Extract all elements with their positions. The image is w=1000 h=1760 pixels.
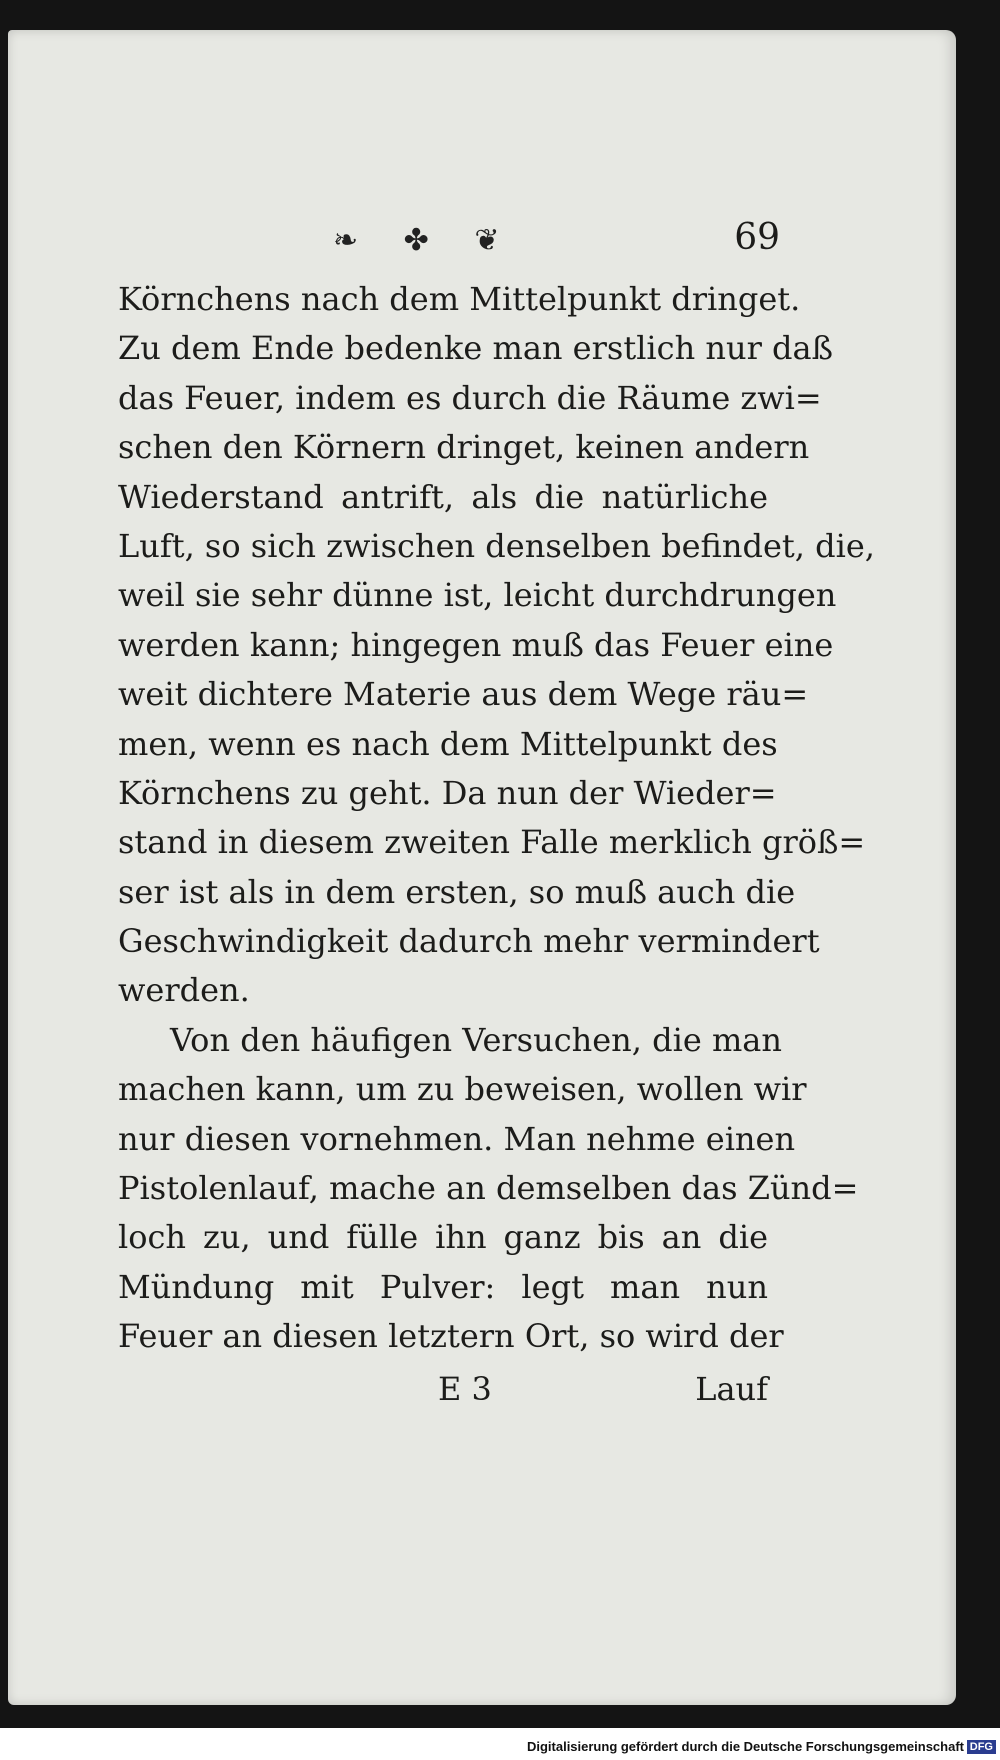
text-line: weil sie sehr dünne ist, leicht durchdrungen	[118, 576, 837, 615]
text-line: werden.	[118, 971, 250, 1010]
running-header	[118, 205, 780, 275]
catchword: Lauf	[695, 1369, 768, 1408]
book-page	[8, 30, 956, 1705]
text-line: weit dichtere Materie aus dem Wege räu=	[118, 675, 809, 714]
text-line: das Feuer, indem es durch die Räume zwi=	[118, 378, 822, 417]
text-line: men, wenn es nach dem Mittelpunkt des	[118, 724, 778, 763]
credit-bar	[0, 1728, 1000, 1760]
credit-text: Digitalisierung gefördert durch die Deutsche Forschungsgemeinschaft	[526, 1739, 964, 1754]
page-number: 69	[734, 217, 780, 258]
dfg-logo-icon: DFG	[967, 1740, 996, 1754]
text-line: Wiederstand antrift, als die natürliche	[118, 477, 768, 516]
page-content	[118, 205, 875, 1430]
body-text	[118, 275, 875, 1362]
text-line: Von den häufigen Versuchen, die man	[170, 1020, 782, 1059]
text-line: Körnchens zu geht. Da nun der Wieder=	[118, 773, 777, 812]
text-line: ser ist als in dem ersten, so muß auch die	[118, 872, 796, 911]
ornament-icon: ❧ ✤ ❦	[333, 223, 518, 258]
text-line: schen den Körnern dringet, keinen andern	[118, 428, 810, 467]
text-line: stand in diesem zweiten Falle merklich größ=	[118, 823, 866, 862]
text-line: nur diesen vornehmen. Man nehme einen	[118, 1119, 796, 1158]
text-line: Zu dem Ende bedenke man erstlich nur daß	[118, 329, 833, 368]
text-line: loch zu, und fülle ihn ganz bis an die	[118, 1218, 768, 1257]
text-line: Geschwindigkeit dadurch mehr vermindert	[118, 922, 820, 961]
text-line: Körnchens nach dem Mittelpunkt dringet.	[118, 280, 801, 318]
page-footer	[118, 1370, 768, 1430]
signature-mark: E 3	[438, 1369, 492, 1408]
text-line: Pistolenlauf, mache an demselben das Zünd=	[118, 1169, 859, 1208]
text-line: machen kann, um zu beweisen, wollen wir	[118, 1070, 807, 1109]
text-line: Mündung mit Pulver: legt man nun	[118, 1267, 768, 1306]
text-line: Luft, so sich zwischen denselben befindet, die,	[118, 526, 875, 565]
text-line: Feuer an diesen letztern Ort, so wird der	[118, 1317, 784, 1356]
text-line: werden kann; hingegen muß das Feuer eine	[118, 625, 834, 664]
